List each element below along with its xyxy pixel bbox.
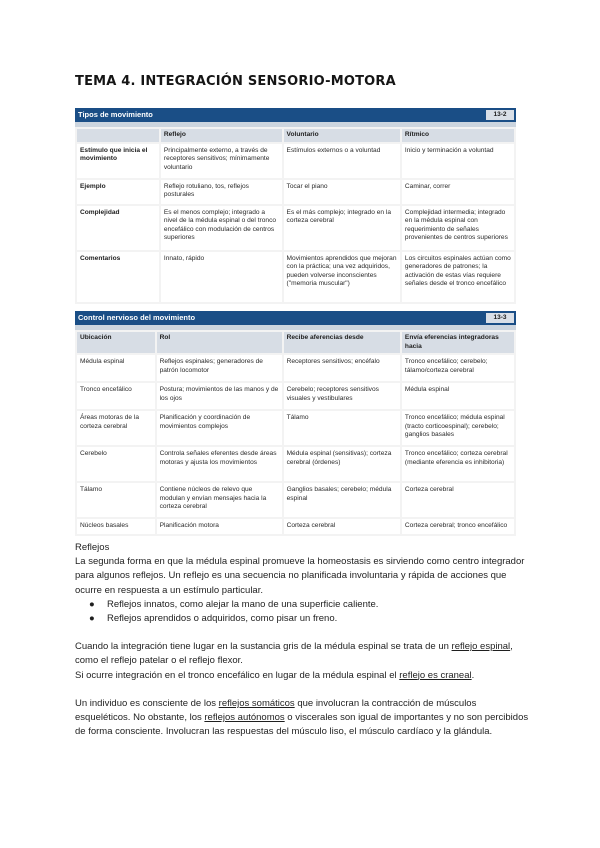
table-cell: Complejidad intermedia; integrado en la médula espinal con requerimiento de señales provenientes de centros superiores — [402, 206, 514, 250]
table-caption-text: Tipos de movimiento — [78, 110, 153, 119]
table-cell: Médula espinal (sensitivas); corteza cerebral (órdenes) — [284, 447, 400, 481]
table-caption — [75, 311, 516, 325]
column-header: Voluntario — [284, 129, 400, 142]
column-header: Reflejo — [161, 129, 282, 142]
figure-number: 13-3 — [486, 313, 514, 323]
text-run: Si ocurre integración en el tronco encefálico en lugar de la médula espinal el — [75, 669, 400, 681]
row-label: Tálamo — [77, 483, 155, 517]
row-label: Comentarios — [77, 252, 159, 302]
table-cell: Planificación y coordinación de movimientos complejos — [157, 411, 282, 445]
row-label: Complejidad — [77, 206, 159, 250]
table-cell: Médula espinal — [402, 383, 514, 409]
table-cell: Postura; movimientos de las manos y de los ojos — [157, 383, 282, 409]
table-cell: Inicio y terminación a voluntad — [402, 144, 514, 178]
term-spinal-reflex: reflejo espinal — [451, 641, 511, 653]
reflexes-section — [75, 541, 530, 739]
section-heading: Reflejos — [75, 542, 110, 553]
caption-divider — [75, 325, 516, 330]
row-label: Ejemplo — [77, 180, 159, 204]
column-header: Recibe aferencias desde — [284, 332, 400, 353]
list-item-text: Reflejos innatos, como alejar la mano de una superficie caliente. — [107, 598, 379, 610]
text-run: que involucran la contracción de músculos esqueléticos. No obstante, los — [75, 697, 477, 724]
table-row — [77, 206, 514, 250]
table-row — [77, 411, 514, 445]
table-cell: Movimientos aprendidos que mejoran con la práctica; una vez adquiridos, pueden volverse inconscientes ("memoria muscular") — [284, 252, 400, 302]
table-cell: Tálamo — [284, 411, 400, 445]
table-cell: Tronco encefálico; cerebelo; tálamo/corteza cerebral — [402, 355, 514, 381]
figure-number: 13-2 — [486, 110, 514, 120]
table-cell: Tronco encefálico; médula espinal (tracto corticoespinal); cerebelo; ganglios basales — [402, 411, 514, 445]
list-item — [75, 598, 530, 612]
list-item — [75, 612, 530, 626]
row-label: Cerebelo — [77, 447, 155, 481]
text-run: , como el reflejo patelar o el reflejo flexor. — [75, 641, 513, 667]
table-cell: Receptores sensitivos; encéfalo — [284, 355, 400, 381]
table-row — [77, 383, 514, 409]
text-run: Cuando la integración tiene lugar en la sustancia gris de la médula espinal se trata de un — [75, 641, 452, 653]
row-label: Médula espinal — [77, 355, 155, 381]
table-cell: Caminar, correr — [402, 180, 514, 204]
text-run: o viscerales son igual de importantes y no son percibidos de forma consciente. Involucran las respuestas del músculo liso, el músculo cardíaco y la glándula. — [75, 712, 529, 738]
table-cell: Contiene núcleos de relevo que modulan y envían mensajes hacia la corteza cerebral — [157, 483, 282, 517]
bullet-icon: ● — [89, 613, 95, 625]
column-header: Envía eferencias integradoras hacia — [402, 332, 514, 353]
table-row — [77, 519, 514, 534]
column-header — [77, 129, 159, 142]
table-cell: Es el menos complejo; integrado a nivel de la médula espinal o del tronco encefálico con modulación de centros superiores — [161, 206, 282, 250]
table-cell: Innato, rápido — [161, 252, 282, 302]
term-cranial-reflex: reflejo es craneal — [399, 669, 472, 681]
table-cell: Estímulos externos o a voluntad — [284, 144, 400, 178]
movement-types-grid — [75, 127, 516, 304]
text-run: . — [471, 669, 475, 681]
table-cell: Controla señales eferentes desde áreas motoras y ajusta los movimientos — [157, 447, 282, 481]
table-cell: Tronco encefálico; corteza cerebral (mediante eferencia es inhibitoria) — [402, 447, 514, 481]
row-label: Áreas motoras de la corteza cerebral — [77, 411, 155, 445]
table-row — [77, 447, 514, 481]
term-somatic-reflexes: reflejos somáticos — [218, 697, 295, 709]
page-title: TEMA 4. INTEGRACIÓN SENSORIO-MOTORA — [75, 74, 396, 89]
table-cell: Es el más complejo; integrado en la corteza cerebral — [284, 206, 400, 250]
paragraph — [75, 697, 530, 740]
table-header-row — [77, 332, 514, 353]
column-header: Rol — [157, 332, 282, 353]
table-cell: Cerebelo; receptores sensitivos visuales y vestibulares — [284, 383, 400, 409]
paragraph — [75, 669, 530, 683]
row-label: Estímulo que inicia el movimiento — [77, 144, 159, 178]
column-header: Rítmico — [402, 129, 514, 142]
motor-control-grid — [75, 330, 516, 536]
table-cell: Tocar el piano — [284, 180, 400, 204]
row-label: Núcleos basales — [77, 519, 155, 534]
table-cell: Corteza cerebral — [402, 483, 514, 517]
list-item-text: Reflejos aprendidos o adquiridos, como pisar un freno. — [107, 613, 338, 625]
column-header: Ubicación — [77, 332, 155, 353]
table-cell: Reflejo rotuliano, tos, reflejos posturales — [161, 180, 282, 204]
table-header-row — [77, 129, 514, 142]
text-run: Un individuo es consciente de los — [75, 697, 219, 709]
table-row — [77, 252, 514, 302]
table-row — [77, 483, 514, 517]
caption-divider — [75, 122, 516, 127]
table-movement-types — [75, 108, 516, 304]
bullet-icon: ● — [89, 598, 95, 610]
table-row — [77, 144, 514, 178]
table-cell: Principalmente externo, a través de receptores sensitivos; mínimamente voluntario — [161, 144, 282, 178]
table-cell: Corteza cerebral — [284, 519, 400, 534]
table-cell: Ganglios basales; cerebelo; médula espinal — [284, 483, 400, 517]
table-motor-control — [75, 311, 516, 536]
table-row — [77, 180, 514, 204]
paragraph — [75, 640, 530, 668]
term-autonomic-reflexes: reflejos autónomos — [204, 712, 285, 724]
bullet-list — [75, 598, 530, 626]
table-row — [77, 355, 514, 381]
table-cell: Los circuitos espinales actúan como generadores de patrones; la activación de estas vías requiere señales desde el tronco encefálico — [402, 252, 514, 302]
row-label: Tronco encefálico — [77, 383, 155, 409]
table-cell: Planificación motora — [157, 519, 282, 534]
paragraph: La segunda forma en que la médula espinal promueve la homeostasis es sirviendo como centro integrador para algunos reflejos. Un reflejo es una secuencia no planificada involuntaria y rápida de acciones que ocurre en respuesta a un estímulo particular. — [75, 556, 525, 596]
table-cell: Reflejos espinales; generadores de patrón locomotor — [157, 355, 282, 381]
table-caption-text: Control nervioso del movimiento — [78, 313, 196, 322]
table-caption — [75, 108, 516, 122]
table-cell: Corteza cerebral; tronco encefálico — [402, 519, 514, 534]
